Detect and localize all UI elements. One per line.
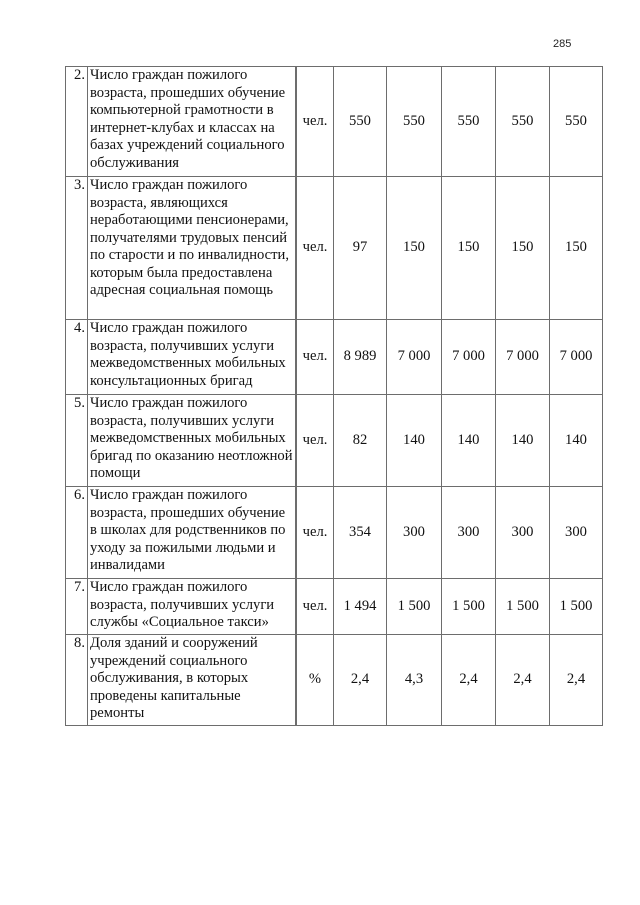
row-number: 6. — [66, 487, 88, 579]
value-cell: 140 — [550, 395, 603, 487]
row-number: 5. — [66, 395, 88, 487]
table-row — [66, 177, 603, 320]
value-cell: 550 — [550, 67, 603, 177]
indicator-name: Число граждан пожилого возраста, прошедших обучение в школах для родственников по уходу за пожилыми людьми и инвалидами — [88, 487, 297, 579]
table-row — [66, 395, 603, 487]
unit-cell: чел. — [296, 177, 334, 320]
value-cell: 82 — [334, 395, 387, 487]
value-cell: 300 — [387, 487, 442, 579]
row-number: 3. — [66, 177, 88, 320]
value-cell: 1 494 — [334, 579, 387, 635]
value-cell: 550 — [496, 67, 550, 177]
value-cell: 140 — [387, 395, 442, 487]
value-cell: 8 989 — [334, 320, 387, 395]
unit-cell: чел. — [296, 67, 334, 177]
row-number: 7. — [66, 579, 88, 635]
indicators-table — [65, 66, 603, 726]
value-cell: 1 500 — [387, 579, 442, 635]
value-cell: 150 — [442, 177, 496, 320]
unit-cell: чел. — [296, 579, 334, 635]
value-cell: 2,4 — [442, 635, 496, 726]
value-cell: 97 — [334, 177, 387, 320]
value-cell: 1 500 — [496, 579, 550, 635]
table-row — [66, 320, 603, 395]
value-cell: 354 — [334, 487, 387, 579]
value-cell: 7 000 — [387, 320, 442, 395]
row-number: 8. — [66, 635, 88, 726]
value-cell: 140 — [496, 395, 550, 487]
value-cell: 7 000 — [496, 320, 550, 395]
value-cell: 150 — [496, 177, 550, 320]
page-number: 285 — [553, 38, 572, 50]
value-cell: 2,4 — [496, 635, 550, 726]
value-cell: 4,3 — [387, 635, 442, 726]
value-cell: 1 500 — [550, 579, 603, 635]
value-cell: 150 — [387, 177, 442, 320]
indicator-name: Число граждан пожилого возраста, прошедших обучение компьютерной грамотности в интернет-клубах и классах на базах учреждений социального обслуживания — [88, 67, 297, 177]
value-cell: 1 500 — [442, 579, 496, 635]
value-cell: 150 — [550, 177, 603, 320]
row-number: 2. — [66, 67, 88, 177]
value-cell: 550 — [442, 67, 496, 177]
table-row — [66, 67, 603, 177]
indicator-name: Число граждан пожилого возраста, являющихся неработающими пенсионерами, получателями трудовых пенсий по старости и по инвалидности, которым была предоставлена адресная социальная помощь — [88, 177, 297, 320]
unit-cell: % — [296, 635, 334, 726]
value-cell: 140 — [442, 395, 496, 487]
table-row — [66, 579, 603, 635]
indicator-name: Доля зданий и сооружений учреждений социального обслуживания, в которых проведены капитальные ремонты — [88, 635, 297, 726]
value-cell: 2,4 — [334, 635, 387, 726]
value-cell: 7 000 — [442, 320, 496, 395]
indicator-name: Число граждан пожилого возраста, получивших услуги межведомственных мобильных консультационных бригад — [88, 320, 297, 395]
indicator-name: Число граждан пожилого возраста, получивших услуги службы «Социальное такси» — [88, 579, 297, 635]
table-row — [66, 635, 603, 726]
indicator-name: Число граждан пожилого возраста, получивших услуги межведомственных мобильных бригад по оказанию неотложной помощи — [88, 395, 297, 487]
value-cell: 550 — [334, 67, 387, 177]
unit-cell: чел. — [296, 487, 334, 579]
row-number: 4. — [66, 320, 88, 395]
table-row — [66, 487, 603, 579]
value-cell: 7 000 — [550, 320, 603, 395]
value-cell: 2,4 — [550, 635, 603, 726]
unit-cell: чел. — [296, 395, 334, 487]
value-cell: 300 — [442, 487, 496, 579]
value-cell: 300 — [550, 487, 603, 579]
unit-cell: чел. — [296, 320, 334, 395]
value-cell: 550 — [387, 67, 442, 177]
value-cell: 300 — [496, 487, 550, 579]
